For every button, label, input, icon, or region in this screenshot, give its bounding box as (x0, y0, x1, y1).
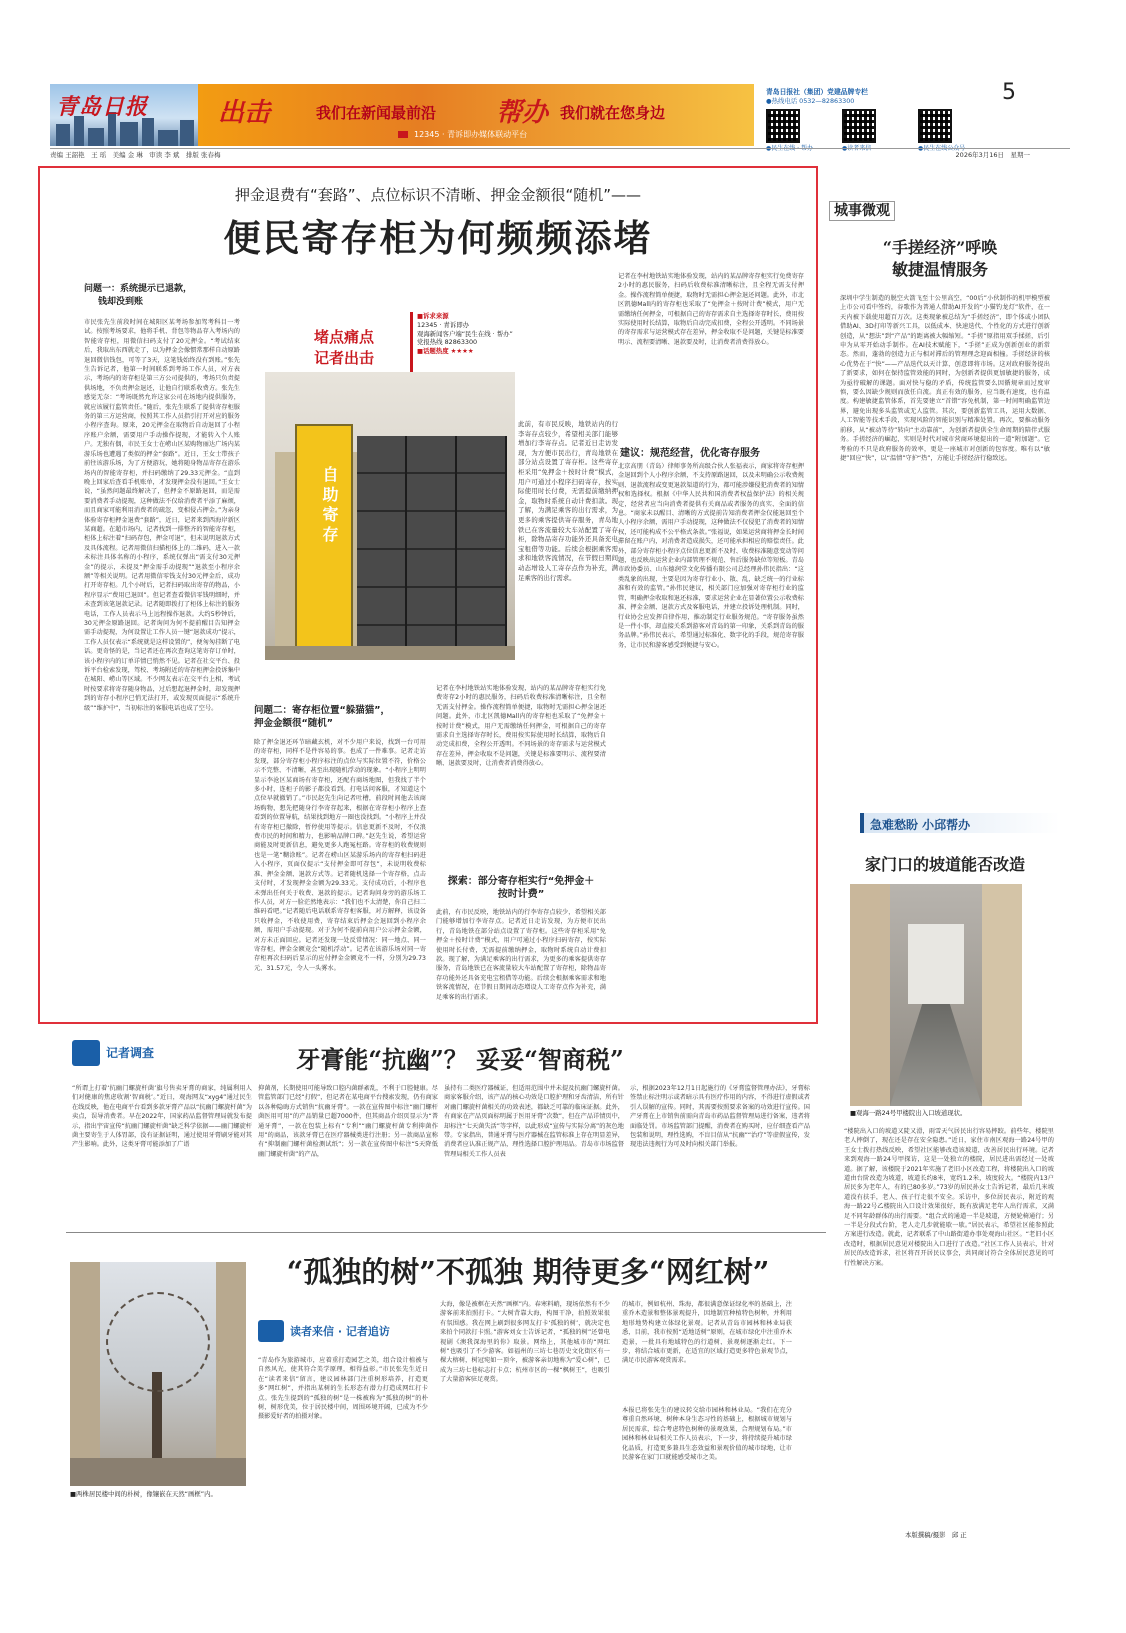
tree-col-2: 大海，像是被框在天然“画框”内。春寒料峭，现场依然有不少游客前来拍照打卡。“大树背靠大海，构图干净，拍照效果很有氛围感。我在网上刷到很多网友打卡‘孤独的树’，就决定也来拍个同款打卡照。”游客刘女士告诉记者，“孤独的树”还曾电视剧《澳我深海里的你》取景。网络上，其他城市的“网红树”也吸引了不少游客。如福州的三坊七巷历史文化街区有一棵大榕树，树冠宛如一顶伞，被游客亲切地称为“爱心树”，已成为三坊七巷标志打卡点；杭州市区的一棵“枫树王”，也吸引了大量游客驻足观赏。 (440, 1301, 610, 1384)
tooth-col-3: 虽持有二类医疗器械证，但适用范围中并未提及抗幽门螺旋杆菌。商家客服介绍，该产品的核心功效是口腔护理和牙齿清洁，所有针对幽门螺旋杆菌相关的功效表述，都缺乏可靠的临床证据。此外，有商家在产品页面标明属于医用牙膏“次数”，但在产品详情页中，却标注“七天菌失活”等字样，以此形成“宣传与实际分离”的灰色地带。专家指出，普通牙膏与医疗器械在监管标准上存在明显差异，消费者应认准正规产品，理性选择口腔护理用品。青岛市市场监督管理局相关工作人员表 (444, 1085, 624, 1158)
explore-body: 此前，有市民反映，地铁站内的行李寄存点较少，希望相关部门能够增加行李寄存点。记者近日走访发现，为方便市民出行，青岛地铁在部分站点设置了寄存柜。这些寄存柜采用“免押金＋按时计费”模式，用户可通过小程序扫码寄存，按实际使用时长付费，无需提前缴纳押金，取物时系统自动计费扣款。现了解，为满足乘客的出行需求，为更多的乘客提供寄存服务，青岛地铁已在客流量较大车站配置了寄存柜，除物品寄存功能外还具备充电宝租借等功能。后续会根据乘客需求和地铁客流情况，在节假日期间动态增设人工寄存点作为补充，满足乘客的出行需求。 (436, 909, 606, 1001)
tree-photo (70, 1262, 246, 1486)
lead-right-body: 记者在李村地铁站实地体验发现，站内的某品牌寄存柜实行免费寄存2小时的惠民服务，扫码后收费标准清晰标注，且全程无需支付押金。操作流程简单便捷，取物时无需担心押金退还问题。此外，市北区凯德Mall内的寄存柜也采取了“免押金＋按时计费”模式，用户无需缴纳任何押金，可根据自己的寄存需求自主选择寄存时长，费用按实际使用时长结算，取物后自动完成扣费，全程公开透明。不同场景的寄存需求与运营模式存在差异，押金收取不是问题，关键是标准要明示、流程要清晰、退款要及时，让消费者消费得放心。 (618, 273, 804, 346)
tree-headline: “孤独的树”不孤独 期待更多“网红树” (286, 1255, 770, 1289)
investigation-tag (314, 326, 402, 370)
lead-headline: 便民寄存柜为何频频添堵 (223, 216, 653, 260)
logo-text: 青岛日报 (56, 94, 149, 120)
source-box (410, 312, 516, 374)
hotline-badge: 12345 · 青诉即办媒体联动平台 (414, 130, 528, 139)
q2-title-a: 问题二：寄存柜位置“躲猫猫”， (254, 705, 390, 716)
author-credit: 本版撰稿/摄影 邱 正 (905, 1531, 967, 1539)
column-title-line-2: 敏捷温情服务 (891, 260, 988, 279)
slogan-left-big: 出击 (218, 98, 271, 128)
brand-block (766, 86, 996, 152)
tag-line-2: 记者出击 (314, 349, 375, 367)
reader-tag-text: 读者来信 · 记者追访 (290, 1325, 390, 1338)
help-band (860, 813, 1060, 833)
slogan-banner (198, 84, 754, 146)
source-line-2: 观海新闻客户端“民生在线 · 帮办” (417, 329, 513, 338)
tooth-col-4: 示，根据2023年12月1日起施行的《牙膏监督管理办法》，牙膏标签禁止标注明示或者暗示具有医疗作用的内容，不得进行虚假或者引人误解的宣传。同时，其需要按照要求备案的功效进行宣传。国产牙膏在上市销售前需向青岛市药品监督管理局进行备案，违者将面临处罚。市场监管部门提醒，消费者在购买时，应仔细查看产品包装和说明，理性选购，不盲目信从“抗幽”“治疗”等虚假宣传，发现违法违规行为可及时向相关部门举报。 (630, 1085, 810, 1149)
editor-line (50, 148, 1070, 160)
tooth-col-1: “所谓上打着‘抗幽门螺旋杆菌’旗号售卖牙膏的商家，纯属利用人们对健康的焦虑收割‘智商税’。”近日，观海网友“xyg4”通过民生在线反映，他在电商平台看到多款牙膏产品以“抗幽门螺旋杆菌”为卖点，误导消费者。早在2022年，国家药品监督管理局就发布提示，指出宇宙宣传“抗幽门螺旋杆菌”缺乏科学依据——幽门螺旋杆菌主要寄生于人体胃部，没有证据证明，通过使用牙膏刷牙能对其产生影响。此外，这类牙膏可能添加了广谱 (72, 1085, 252, 1149)
column-title (830, 237, 1050, 281)
tag-line-1: 堵点痛点 (314, 328, 375, 346)
q1-body: 市民张先生前段时间在城阳区某考场参加驾考科目一考试。按照考场要求，他将手机、背包等物品存入考场内的智能寄存柜，用微信扫码支付了20元押金。“考试结束后，我取出东西就走了，以为押金会像惯常那样自动原路退回微信钱包，可等了3天，这笔钱始终没有到账。”张先生告诉记者，他第一时间联系到考场工作人员，对方表示，考场内的寄存柜是第三方公司提供的，考场只负责提供场地，不负责押金退还，让他自行联系收费方。张先生感觉无奈：“考场既然允许这家公司在场地内提供服务，就应该履行监管责任。”随后，张先生联系了提供寄存柜服务的第三方运营商，按照其工作人员指引打开对应的服务小程序查询。原来，20元押金在取物后自动退回了小程序账户余额，需要用户手动操作提现，才能转入个人账户。无独有偶，市民王女士在崂山区某购物丽达广场内某游乐场也遭遇了类似的押金“套路”。近日，王女士带孩子前往该游乐场，为了方便游玩，她将随身物品寄存在游乐场内的智能寄存柜，并扫码缴纳了29.33元押金。“直到晚上回家后查看手机账单，才发现押金没有退回。”王女士说，“虽然问题最终解决了，但押金不原路退回，而是需要消费者手动提现，这种做法不仅给消费者平添了麻烦，而且商家可能利用消费者的疏忽，变相侵占押金。”为亲身体验寄存柜押金退费“套路”，近日，记者来到西海岸新区某商超。在超市场内，记者找到一排整齐的智能寄存柜，柜体上标注着“扫码存包，押金可退”，但未说明退款方式及具体流程。记者用微信扫描柜体上的二维码，进入一款未标注具体名称的小程序，系统仅弹出“需支付30元押金”的提示，未提及“押金需手动提现”“退款至小程序余额”等相关说明。记者用微信零钱支付30元押金后，成功打开寄存柜。几个小时后，记者扫码取出寄存的物品，小程序显示“费用已退回”。但记者查看微信零钱明细时，并未查到该笔退款记录。记者随即拨打了柜体上标注的服务电话，工作人员表示马上远程操作退款。大约5秒钟后，30元押金原路退回。记者询问为何不提前醒目告知押金需手动提现，为何设置让工作人员一键“退款成功”提示，工作人员仅表示“系统就是这样设置的”，便匆匆挂断了电话。更奇怪的是，当记者还在再次查询这笔寄存订单时，该小程序内的订单详情已悄然不见。记者在社交平台、投诉平台检索发现，驾校、考场附近的寄存柜押金投诉集中在城阳、崂山等区域。不少网友表示在交平台上相，考试时按要求将寄存随身物品，过后想起退押金时，却发现押到的寄存小程序已悄无法打开，或发现页面提示“系统升级”“维护中”，当初标注的客服电话也成了空号。 (84, 319, 240, 712)
qr-code-1[interactable] (766, 109, 822, 152)
suggest-title: 建议：规范经营，优化寄存服务 (620, 448, 760, 459)
tree-col-4: 本报已将张先生的建议转交给市园林和林业局。“我们在充分尊重自然环境、树种本身生态习性的基础上，根据城市规划与居民需求，综合考虑特色树种的景观效果，合理规划布局。”市园林和林业局相关工作人员表示，下一步，将持续提升城市绿化品质，打造更多兼具生态效益和景观价值的城市绿地，让市民游客在家门口就能感受城市之美。 (622, 1407, 792, 1462)
lead-subheadline: 押金退费有“套路”、点位标识不清晰、押金金额很“随机”—— (234, 186, 642, 204)
qr-code-3[interactable] (918, 109, 974, 152)
reporter-icon (72, 1040, 100, 1066)
slogan-right-small: 我们就在您身边 (560, 104, 666, 122)
ramp-body: “楼院出入口的坡道又陡又滑，雨雪天气居民出行容易摔跤。前些年，楼院里老人摔倒了，现在还是存在安全隐患。”近日，家住市南区观海一路24号甲的王女士拨打热线反映，希望社区能够改造该坡道，改善居民出行环境。记者来到观海一路24号甲探访，这是一处独立的楼院，居民进出需经过一处坡道。据了解，该楼院于2021年实施了老旧小区改造工程，将楼院出入口的坡道由台阶改造为坡道，坡道长约8米，宽约1.2米，坡度较大。“楼院内13户居民多为老年人，有的已80多岁。”73岁的居民孙女士告诉记者，最后几米坡道没有扶手，老人、孩子行走很不安全。采访中，多位居民表示，附近的观海一路22号乙楼院出入口设计效果很好，既有放满足老年人出行需求，又满足不同年龄群体的出行需要。“组合式的通道一半是坡道，方便轮椅通行；另一半是分段式台阶，老人走几步就能歇一歇。”居民表示，希望社区能参照此方案进行改造。就此，记者联系了中山路街道办事处观海山社区。“老旧小区改造时，根据居民意见对楼院出入口进行了改造。”社区工作人员表示，针对居民的改造诉求，社区将召开居民议事会，共同商讨符合全体居民意见的可行性解决方案。 (844, 1128, 1054, 1267)
locker-sign: 自助寄存 (320, 466, 339, 546)
qr-label-1: ●民生在线 · 帮办 (766, 145, 813, 152)
locker-photo (265, 372, 515, 660)
qr-code-2[interactable] (842, 109, 898, 152)
column-title-line-1: “手搓经济”呼唤 (882, 238, 998, 257)
column-tag-text: 城事微观 (829, 201, 895, 221)
reporter-tag-text: 记者调查 (106, 1046, 155, 1060)
suggest-body: 北京高朋（青岛）律师事务所高级合伙人张福表示，商家将寄存柜押金退回到个人小程序余额，不支持原路退回，以及未明确公示收费规则、退款流程或变更退款渠道的行为，都可能涉嫌侵犯消费者的知情权和选择权。根据《中华人民共和国消费者权益保护法》的相关规定，经营者应当向消费者提供有关商品或者服务的真实、全面的信息。“商家未以醒目、清晰的方式提前告知消费者押金仅能退回至个人小程序余额，需用户手动提现，这种做法不仅侵犯了消费者的知情权，还可能构成不公平格式条款。”张福说，如果运营商将押金长时间滞留在账户内，对消费者造成损失，还可能承担相应的赔偿责任。此外，部分寄存柜小程序点位信息更新不及时、收费标准随意变动等问题，也反映出运营企业内部管理不规范、售后服务缺位等短板。青岛市政协委员、山东德润堂文化传播有限公司总经理孙伟民指出：“这类乱象的出现，主要是因为寄存行业小、散、乱，缺乏统一的行业标准和有效的监管。”孙伟民建议，相关部门应加强对寄存柜行业的监管，明确押金收取和退还标准，要求运营企业在显著位置公示收费标准、押金金额、退款方式及客服电话，并建立投诉处理机制。同时，行业协会应发挥自律作用，推动制定行业服务规范。“寄存服务虽然是一件小事，却直接关系到游客对青岛的第一印象，关系到青岛的服务品牌。”孙伟民表示，希望通过标准化、数字化的手段，规范寄存服务，让市民和游客感受到便捷与安心。 (618, 463, 804, 649)
q2-body-a: 除了押金退还环节暗藏玄机，对不少用户来说，找到一台可用的寄存柜，同样不是件容易的事。也成了一件难事。记者走访发现，部分寄存柜小程序标注的点位与实际位置不符，价格公示不完整、不清晰，甚至出现随机浮动的现象。“小程序上明明显示李沧区某商场有寄存柜，还配有商场地图，但我找了半个多小时，连柜子的影子都没看到。打电话问客服，才知道这个点位早就撤销了。”市民赵先生向记者吐槽，前段时间他去该商场购物，想先把随身行李寄存起来，根据在寄存柜小程序上查看到的位置导航，结果找到地方一圈也没找到。“小程序上并没有寄存柜已撤除，暂停使用等提示。信息更新不及时，不仅浪费市民的时间和精力，也影响品牌口碑。”赵先生说，希望运营商能及时更新信息，避免更多人跑冤枉路。寄存柜的收费规则也是一笔“糊涂账”。记者在崂山区某游乐场内的寄存柜扫码进入小程序，页面仅提示“支付押金即可存包”，未说明收费标准、押金金额、退款方式等。记者随机选择一个寄存格，点击支付时，才发现押金金额为29.33元。支付成功后，小程序也未弹出任何关于收费、退款的提示。记者询问身旁的游乐场工作人员，对方一脸茫然地表示：“我们也不太清楚，你自己扫二维码看吧。”记者随后电话联系寄存柜客服，对方解释，该设备只收押金，不收使用费，寄存结束后押金会退回到小程序余额，需用户手动提现。对于为何不提前向用户公示押金金额，对方未正面回应。记者还发现一处反常情况：同一地点、同一寄存柜，押金金额竟会“随机浮动”。记者在该游乐场对同一寄存柜再次扫码后显示的应付押金金额竟不一样，分别为29.73元、31.57元，令人一头雾水。 (254, 739, 426, 972)
locker-sign-panel (295, 424, 353, 650)
ramp-photo (850, 884, 1022, 1106)
page-number: 5 (1002, 80, 1016, 105)
source-line-1: 12345 · 青诉即办 (417, 320, 469, 329)
q2-title-b: 押金金额很“随机” (254, 718, 333, 729)
qr-label-3: ●民生在线公众号 (918, 145, 966, 152)
q2-title (254, 704, 390, 730)
q1-title-a: 问题一：系统提示已退款， (84, 284, 193, 294)
issue-date: 2026年3月16日 星期一 (955, 151, 1030, 159)
tooth-col-2: 抑菌剂，长期使用可能导致口腔内菌群紊乱，不利于口腔健康。尽管监管部门已经“打假”，但记者在某电商平台搜索发现，仍有商家以各种隐晦方式销售“抗幽牙膏”。一款在宣传图中标注“幽门螺杆菌医用可用”的产品销量已超7000件，但其商品介绍页显示为“普通牙膏”，一款在包装上标有“专利”“幽门螺旋杆菌专利抑菌作用”的商品，该款牙膏已在医疗器械类进行注册；另一款商品宣称有“抑制幽门螺杆菌检测试纸”；另一款在宣传图中标注“5天降低幽门螺旋杆菌”的产品， (258, 1085, 438, 1158)
tree-col-1: “青岛作为旅游城市，应着重打造园艺之美，组合设计植被与自然风光，使其符合美学原理，相得益彰。”市民张先生近日在“读者来信”留言，建议园林部门注重树形培养，打造更多“网红树”，并指出某树的生长形态有潜力打造成网红打卡点。张先生提到的“孤独的树”是一株被称为“孤独的树”的朴树，树形优美，位于居民楼中间，周围环境开阔，已成为不少摄影爱好者的拍摄对象。 (258, 1357, 428, 1421)
reporter-tag (72, 1038, 192, 1070)
reader-icon (258, 1320, 284, 1342)
source-line-3: 党报热线 82863300 (417, 338, 478, 347)
slogan-right-big: 帮办 (496, 98, 549, 128)
explore-title: 探索：部分寄存柜实行“免押金＋按时计费” (447, 876, 595, 900)
help-title: 家门口的坡道能否改造 (864, 855, 1025, 874)
q1-title-b: 钱却没到账 (98, 297, 144, 307)
qr-label-2: ●读者来信 (842, 145, 872, 152)
column-tag (829, 200, 895, 220)
q2-body-b: 记者在李村地铁站实地体验发现，站内的某品牌寄存柜实行免费寄存2小时的惠民服务，扫码后收费标准清晰标注，且全程无需支付押金。操作流程简单便捷，取物时无需担心押金退还问题。此外，市北区凯德Mall内的寄存柜也采取了“免押金＋按时计费”模式，用户无需缴纳任何押金，可根据自己的寄存需求自主选择寄存时长，费用按实际使用时长结算，取物后自动完成扣费，全程公开透明。不同场景的寄存需求与运营模式存在差异，押金收取不是问题，关键是标准要明示、流程要清晰、退款要及时，让消费者消费得放心。 (436, 685, 606, 768)
reader-tag (258, 1318, 428, 1344)
tooth-headline: 牙膏能“抗幽”？ 妥妥“智商税” (296, 1045, 624, 1074)
help-band-text: 急难愁盼 小邱帮办 (870, 818, 971, 832)
slogan-left-small: 我们在新闻最前沿 (316, 104, 437, 122)
newspaper-logo (50, 84, 198, 146)
editor-credits: 责编 王韶艳 王 瑶 美编 金 琳 审读 李 斌 排版 张春梅 (50, 151, 221, 159)
brand-title: 青岛日报社（集团）党建品牌专栏 (766, 88, 868, 96)
section-divider (66, 1232, 826, 1233)
photo-caption: 此前，有市民反映，地铁站内的行李寄存点较少，希望相关部门能够增加行李寄存点。记者近日走访发现，为方便市民出行，青岛地铁在部分站点设置了寄存柜。这些寄存柜采用“免押金＋按时计费”模式，用户可通过小程序扫码寄存，按实际使用时长付费，无需提前缴纳押金，取物时系统自动计费扣款。现了解，为满足乘客的出行需求，为更多的乘客提供寄存服务，青岛地铁已在客流量较大车站配置了寄存柜，除物品寄存功能外还具备充电宝租借等功能。后续会根据乘客需求和地铁客流情况，在节假日期间动态增设人工寄存点作为补充，满足乘客的出行需求。 (518, 420, 618, 582)
source-title: ■诉求来源 (417, 312, 449, 320)
heat-label: ■话题热度 (417, 347, 449, 356)
column-body: 深圳中学生制造的脱空火箭飞至十公里高空，“00后”小伙制作的机甲模型被上市公司看中签约，谷歌作为普通人借助AI开发的“小猫钓龙灯”软件，在一天内被下载使用超百万次。这类现象被总结为“手搓经济”，即个体或小团队借助AI、3D打印等新兴工具，以低成本、快速迭代、个性化的方式进行创新创造，从“想法”到“产品”的距离被大幅缩短。“手搓”原指用双手揉搓，后引申为从零开始动手制作。在AI技术赋能下，“手搓”正成为创新创业的新常态。然而，蓬勃的创造力正与相对滞后的管理理念迎面相撞。手搓经济的核心优势在于“快”——产品迭代以天计算，创意即将市场。这对政府服务提出了新要求，如何在保持监管效能的同时，为创新者提供更加敏捷的服务，成为亟待破解的课题。面对快与稳的矛盾，传统监管要么因循规章而过度审慎，要么因缺少规则而放任自流。真正有效的服务，应当既有速度，也有温度。构建敏捷监管体系，首先要建立“首错”容免机制，第一时间明确监管边界，避免出现多头监管或无人监管。其次，要创新监管工具，运用大数据、人工智能等技术手段，实现风险的智能识别与精准处置。再次，要推动服务前移，从“被动等待”转向“主动靠前”，为创新者提供全生命周期的陪伴式服务。手搓经济的崛起，实则是时代对城市营商环境提出的一道“附加题”。它考验的不只是政府服务的效率，更是一座城市对创新的包容度。唯有以“敏捷”回应“快”，以“温情”守护“热”，方能让手搓经济行稳致远。 (840, 295, 1050, 462)
brand-hotline: ●热线电话 0532—82863300 (766, 97, 855, 105)
flag-icon (398, 131, 408, 138)
tree-caption: ■两株居民楼中间的朴树，像镶嵌在天然“画框”内。 (70, 1490, 217, 1498)
tree-col-3: 的城市，例如杭州、珠海，都很满意保证绿化率的基础上，注重乔木造景和整体景观提升，因地制宜种植特色树种，并利用地形地势构建立体绿化景观。记者从青岛市园林和林业局获悉，目前，我市按照“适地适树”原则，在城市绿化中注重乔木造景，一批具有地域特色的行道树、景观树逐渐走红。下一步，将结合城市更新，在适宜的区域打造更多特色景观节点，满足市民游客观赏需求。 (622, 1301, 792, 1365)
heat-stars: ★★★★ (450, 347, 474, 356)
ramp-caption: ■观海一路24号甲楼院出入口坡道现状。 (850, 1109, 967, 1117)
